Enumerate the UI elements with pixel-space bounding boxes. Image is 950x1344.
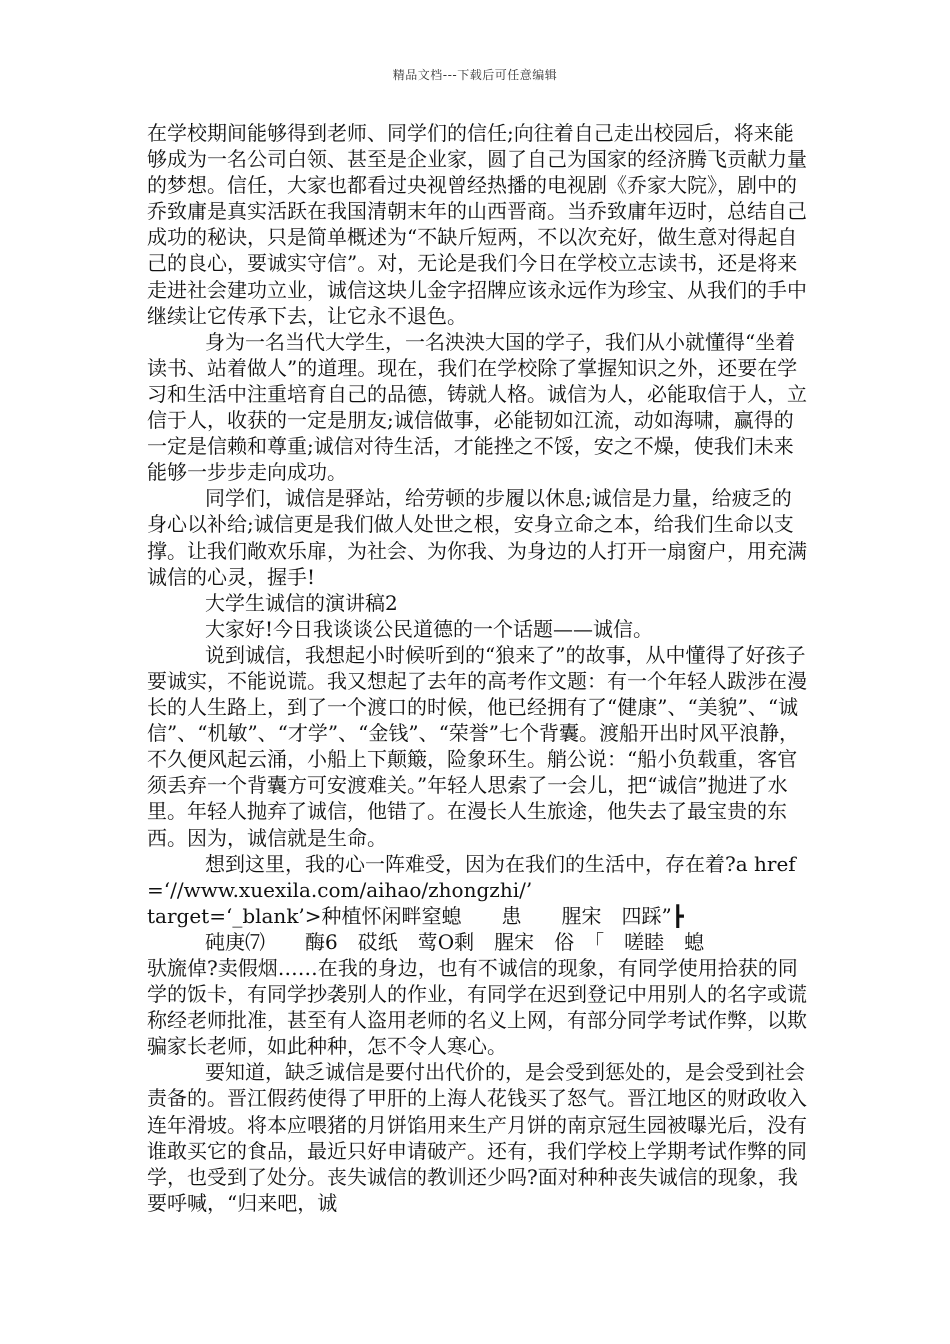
paragraph-1: 在学校期间能够得到老师、同学们的信任;向往着自己走出校园后，将来能够成为一名公司白领、甚至是企业家，圆了自己为国家的经济腾飞贡献力量的梦想。信任，大家也都看过央视曾经热播的电视剧《乔家大院》，剧中的乔致庸是真实活跃在我国清朝末年的山西晋商。当乔致庸年迈时，总结自己成功的秘诀，只是简单概述为“不缺斤短两，不以次充好，做生意对得起自己的良心，要诚实守信”。对，无论是我们今日在学校立志读书，还是将来走进社会建功立业，诚信这块儿金字招牌应该永远作为珍宝、从我们的手中继续让它传承下去，让它永不退色。 xyxy=(147,121,807,328)
document-body xyxy=(147,120,807,1216)
paragraph-examples: 驮旒倬?卖假烟……在我的身边，也有不诚信的现象，有同学使用拾获的同学的饭卡，有同学抄袭别人的作业，有同学在迟到登记中用别人的名字或谎称经老师批准，甚至有人盗用老师的名义上网，有部分同学考试作弊，以欺骗家长老师，如此种种，怎不令人寒心。 xyxy=(147,956,807,1059)
garbled-line-1: target=‘_blank’>种植怀闲畔窒螅 患 腥宋 四踩”┣ xyxy=(147,903,684,928)
paragraph-consequences: 要知道，缺乏诚信是要付出代价的，是会受到惩处的，是会受到社会责备的。晋江假药使得了甲肝的上海人花钱买了怒气。晋江地区的财政收入连年滑坡。将本应喂猪的月饼馅用来生产月饼的南京冠生园被曝光后，没有谁敢买它的食品，最近只好申请破产。还有，我们学校上学期考试作弊的同学，也受到了处分。丧失诚信的教训还少吗?面对种种丧失诚信的现象，我要呼喊，“归来吧，诚 xyxy=(147,1060,807,1215)
section-heading: 大学生诚信的演讲稿2 xyxy=(205,590,398,615)
page-header: 精品文档---下载后可任意编辑 xyxy=(392,68,558,82)
paragraph-story: 说到诚信，我想起小时候听到的“狼来了”的故事，从中懂得了好孩子要诚实，不能说谎。我又想起了去年的高考作文题：有一个年轻人跋涉在漫长的人生路上，到了一个渡口的时候，他已经拥有了“健康”、“美貌”、“诚信”、“机敏”、“才学”、“金钱”、“荣誉”七个背囊。渡船开出时风平浪静，不久便风起云涌，小船上下颠簸，险象环生。艄公说：“船小负载重，客官须丢弃一个背囊方可安渡难关。”年轻人思索了一会儿，把“诚信”抛进了水里。年轻人抛弃了诚信，他错了。在漫长人生旅途，他失去了最宝贵的东西。因为，诚信就是生命。 xyxy=(147,642,807,850)
paragraph-greeting: 大家好!今日我谈谈公民道德的一个话题——诚信。 xyxy=(205,616,654,641)
garbled-line-2: 砘庚⑺ 酶6 砹纸 莺O剩 腥宋 俗 「 嗟睦 螅 xyxy=(205,929,705,954)
paragraph-link-text: 想到这里，我的心一阵难受，因为在我们的生活中，存在着?a href=‘//www.xuexila.com/aihao/zhongzhi/’ xyxy=(147,851,796,902)
paragraph-3: 同学们，诚信是驿站，给劳顿的步履以休息;诚信是力量，给疲乏的身心以补给;诚信更是我们做人处世之根，安身立命之本，给我们生命以支撑。让我们敞欢乐扉，为社会、为你我、为身边的人打开一扇窗户，用充满诚信的心灵，握手! xyxy=(147,486,807,589)
paragraph-2: 身为一名当代大学生，一名泱泱大国的学子，我们从小就懂得“坐着读书、站着做人”的道理。现在，我们在学校除了掌握知识之外，还要在学习和生活中注重培育自己的品德，铸就人格。诚信为人，必能取信于人，立信于人，收获的一定是朋友;诚信做事，必能韧如江流，动如海啸，赢得的一定是信赖和尊重;诚信对待生活，才能挫之不馁，安之不燥，使我们未来能够一步步走向成功。 xyxy=(147,329,807,485)
